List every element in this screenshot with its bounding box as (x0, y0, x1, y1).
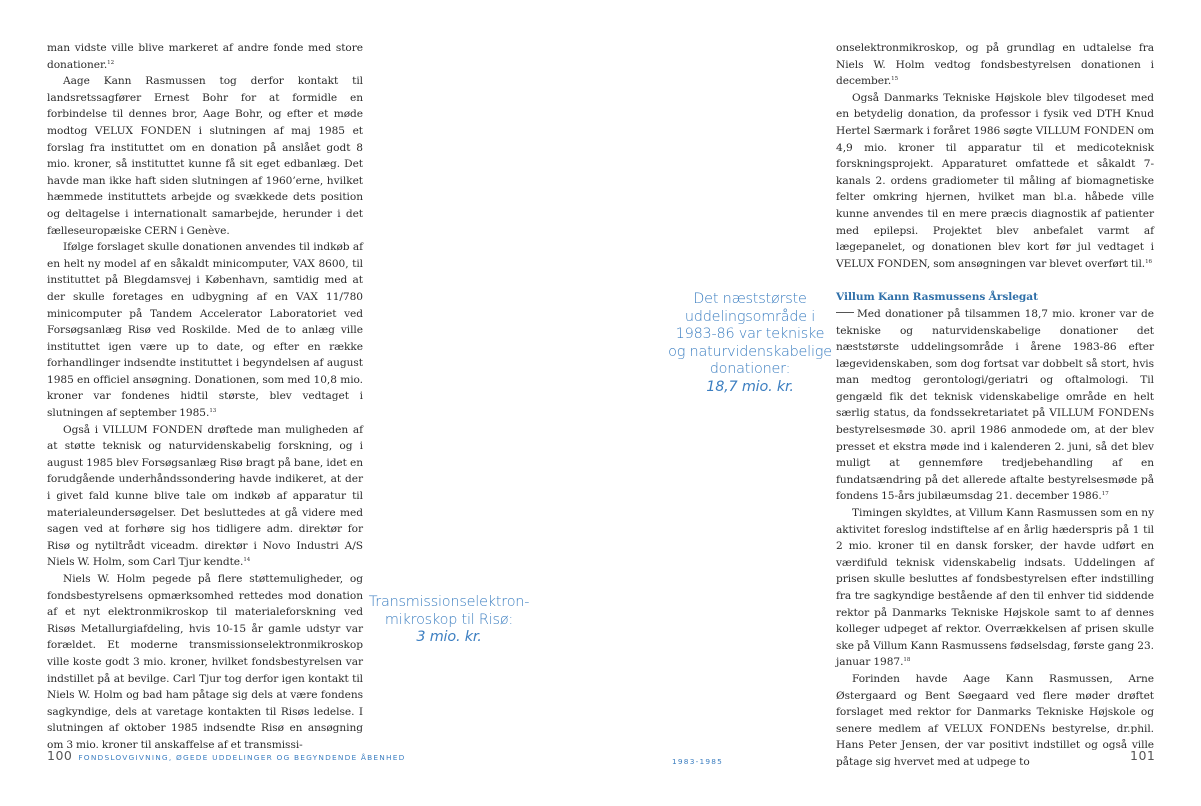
paragraph: Timingen skyldtes, at Villum Kann Rasmussen som en ny aktivitet foreslog indstiftelse af en årlig hæderspris på 1 til 2 mio. kroner til en dansk forsker, der havde udført en værdifuld teknisk videnskabelig indsats. Uddelingen af prisen skulle besluttes af fondsbestyrelsen efter indstilling fra tre sagkyndige bestående af den til enhver tid siddende rektor på Danmarks Tekniske Højskole samt to af dennes kolleger udpeget af rektor. Overrækkelsen af prisen skulle ske på Villum Kann Rasmussens fødselsdag, første gang 23. januar 1987.18 (836, 507, 1154, 669)
page-number: 100 (47, 748, 73, 763)
pull-quote (660, 291, 840, 397)
footnote-ref[interactable]: 16 (1145, 258, 1153, 265)
paragraph: onselektronmikroskop, og på grundlag en udtalelse fra Niels W. Holm vedtog fondsbestyrelsen donationen i december.$^{15}$ (836, 42, 1154, 88)
footer-left (47, 745, 406, 764)
footnote-ref[interactable]: 17 (1101, 491, 1109, 498)
em-dash-rule (836, 312, 854, 313)
paragraph: Ifølge forslaget skulle donationen anvendes til indkøb af en helt ny model af en såkaldt minicomputer, VAX 8600, til instituttet på Blegdamsvej i København, samtidig med at der skulle foretages en udbygning af en VAX 11/780 minicomputer på Tandem Accelerator Laboratoriet ved Forsøgsanlæg Risø ved Roskilde. Med de to anlæg ville instituttet igen være up to date, og efter en række forhandlinger indsendte instituttet i begyndelsen af august 1985 en officiel ansøgning. Donationen, som med 10,8 mio. kroner var fondenes hidtil største, blev vedtaget i slutningen af september 1985.13 (47, 241, 363, 420)
section-heading: Villum Kann Rasmussens Årslegat (836, 291, 1038, 304)
pull-quote-amount: 18,7 mio. kr. (706, 378, 794, 395)
footer-right (1130, 745, 1155, 764)
pull-quote-amount: 3 mio. kr. (416, 629, 482, 646)
footer-center (672, 749, 723, 768)
pull-quote-line: og naturvidenskabelige (668, 343, 832, 360)
pull-quote-line: Transmissionselektron- (368, 594, 530, 610)
paragraph: Niels W. Holm pegede på flere støttemuligheder, og fondsbestyrelsens opmærksomhed rettedes mod donation af et nyt elektronmikroskop til materialeforskning ved Risøs Metallurgiafdeling, hvis 10-15 år gamle udstyr var forældet. Et moderne transmissionselektronmikroskop ville koste godt 3 mio. kroner, hvilket fondsbestyrelsen var indstillet på at bevilge. Carl Tjur tog derfor igen kontakt til Niels W. Holm og bad ham påtage sig dels at være fondens sagkyndige, dels at varetage kontakten til Risøs ledelse. I slutningen af oktober 1985 indsendte Risø en ansøgning om 3 mio. kroner til anskaffelse af et transmissi- (47, 573, 363, 751)
pull-quote-line: Det næststørste (693, 291, 807, 307)
paragraph: Også Danmarks Tekniske Højskole blev tilgodeset med en betydelig donation, da professor i fysik ved DTH Knud Hertel Særmark i foråret 1986 søgte VILLUM FONDEN om 4,9 mio. kroner til apparatur til et medicoteknisk forskningsprojekt. Apparaturet omfattede et såkaldt 7-kanals 2. ordens gradiometer til måling af biomagnetiske felter omkring hjernen, hvilket man bl.a. håbede ville kunne anvendes til en mere præcis diagnostik af patienter med epilepsi. Projektet blev anbefalet varmt af lægepanelet, og donationen blev kort før jul vedtaget i VELUX FONDEN, som ansøgningen var blevet overført til.$^{16}$ (836, 91, 1154, 270)
running-head: 1983-1985 (672, 757, 724, 766)
paragraph: Med donationer på tilsammen 18,7 mio. kroner var de tekniske og naturvidenskabelige donationer det næststørste uddelingsområde i årene 1983-86 efter lægevidenskaben, som dog fortsat var dobbelt så stort, hvis man medtog gerontologi/geriatri og oftalmologi. Til gengæld fik det teknisk videnskabelige område en helt særlig status, da fondssekretariatet på VILLUM FONDENs bestyrelsesmøde 30. april 1986 anmodede om, at der blev presset et ekstra møde ind i kalenderen 2. juni, så det blev muligt at gennemføre tredjebehandling af en fundatsændring på det allerede aftalte bestyrelsesmøde på fondens 15-års jubilæumsdag 21. december 1986.17 (836, 307, 1154, 503)
paragraph: Forinden havde Aage Kann Rasmussen, Arne Østergaard og Bent Søegaard ved flere møder drøftet forslaget med rektor for Danmarks Tekniske Højskole og senere medlem af VELUX FONDENs bestyrelse, dr.phil. Hans Peter Jensen, der var positivt indstillet og også ville påtage sig hvervet med at udpege to (836, 672, 1154, 768)
running-head: FONDSLOVGIVNING, ØGEDE UDDELINGER OG BEGYNDENDE ÅBENHED (78, 753, 406, 762)
footnote-ref[interactable]: 18 (903, 657, 911, 664)
pull-quote-line: donationer: (709, 361, 791, 378)
footnote-ref[interactable]: 13 (209, 408, 217, 415)
pull-quote-line: mikroskop til Risø: (384, 611, 514, 628)
pull-quote-line: 1983-86 var tekniske (675, 326, 825, 343)
pull-quote-line: uddelingsområde i (684, 308, 816, 325)
footnote-ref[interactable]: 14 (243, 557, 251, 564)
footnote-ref[interactable]: 12 (107, 59, 115, 66)
pull-quote (363, 594, 535, 647)
paragraph: Også i VILLUM FONDEN drøftede man muligheden af at støtte teknisk og naturvidenskabelig forskning, og i august 1985 blev Forsøgsanlæg Risø bragt på bane, idet en forudgående underhåndssondering havde indikeret, at der i givet fald kunne blive tale om indkøb af apparatur til materialeundersøgelser. Det besluttedes at gå videre med sagen ved at forhøre sig hos tidligere adm. direktør for Risø og nytiltrådt viceadm. direktør i Novo Industri A/S Niels W. Holm, som Carl Tjur kendte.$^{14}$ (47, 423, 363, 569)
right-text-column (836, 40, 1154, 771)
paragraph: man vidste ville blive markeret af andre fonde med store donationer.$^{12}$ (47, 42, 363, 71)
left-text-column (47, 40, 363, 754)
footnote-ref[interactable]: 15 (891, 76, 899, 83)
paragraph: Aage Kann Rasmussen tog derfor kontakt til landsretssagfører Ernest Bohr for at formidle en forbindelse til dennes bror, Aage Bohr, og efter et møde modtog VELUX FONDEN i slutningen af maj 1985 et forslag fra instituttet om en donation på anslået godt 8 mio. kroner, så instituttet kunne få sit eget edbanlæg. Det havde man ikke haft siden slutningen af 1960’erne, hvilket hæmmede instituttets arbejde og svækkede dets position og deltagelse i internationalt samarbejde, herunder i det fælleseuropæiske CERN i Genève. (47, 75, 363, 237)
page-number: 101 (1130, 748, 1156, 763)
